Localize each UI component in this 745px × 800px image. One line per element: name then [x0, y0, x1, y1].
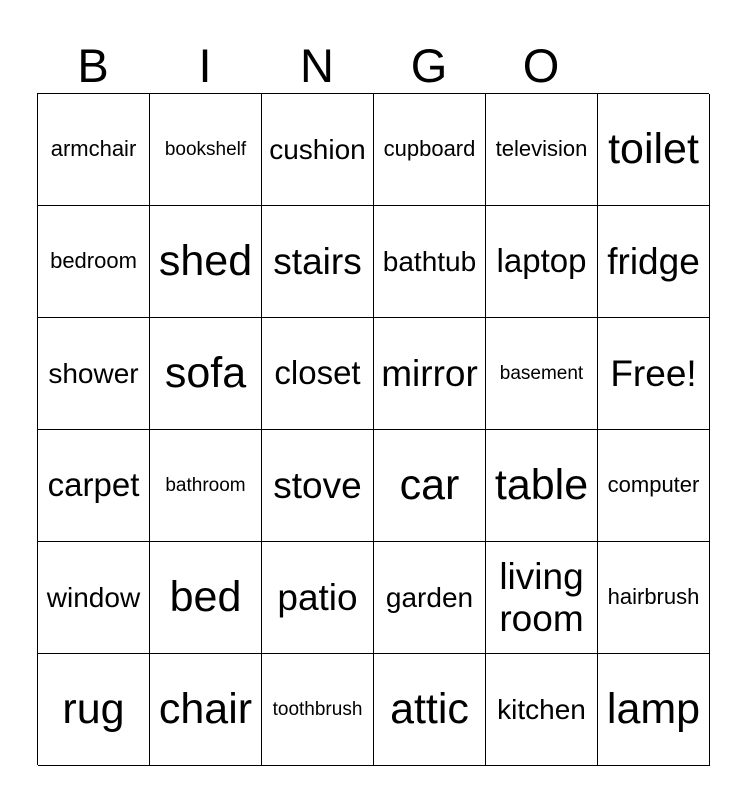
bingo-cell[interactable]: [486, 654, 598, 766]
bingo-cell[interactable]: [374, 430, 486, 542]
cell-text: toilet: [608, 125, 699, 174]
cell-text: computer: [607, 472, 700, 498]
cell-text: fridge: [607, 240, 700, 282]
bingo-cell[interactable]: [374, 318, 486, 430]
cell-text: kitchen: [497, 693, 586, 725]
bingo-cell[interactable]: [374, 94, 486, 206]
bingo-cell[interactable]: [486, 94, 598, 206]
bingo-card: [37, 93, 709, 765]
header-letter-b: B: [77, 39, 109, 92]
bingo-cell[interactable]: [486, 206, 598, 318]
cell-text: bathroom: [165, 474, 246, 496]
bingo-cell[interactable]: [262, 542, 374, 654]
cell-text: Free!: [610, 352, 697, 394]
header-letter-g: G: [410, 39, 448, 92]
cell-text: stairs: [273, 240, 362, 282]
cell-text: hairbrush: [607, 584, 700, 610]
bingo-cell[interactable]: [374, 542, 486, 654]
cell-text: bed: [169, 573, 242, 622]
bingo-cell[interactable]: [150, 206, 262, 318]
bingo-cell[interactable]: [150, 318, 262, 430]
cell-text: toothbrush: [272, 698, 363, 720]
cell-text: shower: [48, 357, 139, 389]
cell-text: shed: [158, 237, 253, 286]
bingo-cell[interactable]: [374, 654, 486, 766]
bingo-cell[interactable]: [374, 206, 486, 318]
bingo-cell[interactable]: [150, 94, 262, 206]
bingo-cell[interactable]: [38, 94, 150, 206]
header-letter-n: N: [300, 39, 334, 92]
bingo-header: [37, 38, 709, 93]
bingo-cell[interactable]: [262, 318, 374, 430]
cell-text: bedroom: [50, 248, 137, 274]
header-letter-o: O: [522, 39, 560, 92]
cell-text: armchair: [50, 136, 137, 162]
cell-text: bookshelf: [164, 138, 247, 160]
cell-text: closet: [274, 354, 361, 392]
bingo-cell[interactable]: [262, 94, 374, 206]
bingo-cell[interactable]: [598, 542, 710, 654]
bingo-cell[interactable]: [262, 654, 374, 766]
cell-text: carpet: [47, 466, 140, 504]
bingo-cell[interactable]: [262, 430, 374, 542]
bingo-cell[interactable]: [150, 654, 262, 766]
cell-text: car: [399, 461, 460, 510]
bingo-cell free-space[interactable]: [598, 318, 710, 430]
bingo-cell[interactable]: [598, 94, 710, 206]
bingo-cell[interactable]: [150, 430, 262, 542]
bingo-cell[interactable]: [38, 430, 150, 542]
cell-text: television: [495, 136, 588, 162]
cell-text: garden: [385, 581, 474, 613]
bingo-cell[interactable]: [38, 654, 150, 766]
cell-text: sofa: [164, 349, 247, 398]
cell-text: laptop: [496, 242, 587, 280]
cell-text: attic: [390, 685, 469, 734]
bingo-cell[interactable]: [486, 542, 598, 654]
bingo-cell[interactable]: [598, 206, 710, 318]
bingo-cell[interactable]: [598, 430, 710, 542]
cell-text: stove: [273, 464, 362, 506]
bingo-cell[interactable]: [486, 430, 598, 542]
header-letter-i: I: [198, 39, 212, 92]
bingo-cell[interactable]: [598, 654, 710, 766]
bingo-cell[interactable]: [150, 542, 262, 654]
cell-text: bathtub: [382, 245, 477, 277]
cell-text: cushion: [269, 133, 366, 165]
bingo-cell[interactable]: [38, 318, 150, 430]
cell-text: window: [46, 581, 141, 613]
cell-text: chair: [158, 685, 253, 734]
cell-text: living room: [499, 556, 584, 639]
cell-text: basement: [499, 362, 584, 384]
cell-text: cupboard: [383, 136, 476, 162]
cell-text: rug: [62, 685, 125, 734]
bingo-cell[interactable]: [38, 206, 150, 318]
bingo-cell[interactable]: [486, 318, 598, 430]
bingo-cell[interactable]: [38, 542, 150, 654]
cell-text: lamp: [606, 685, 701, 734]
bingo-cell[interactable]: [262, 206, 374, 318]
cell-text: mirror: [381, 352, 478, 394]
cell-text: patio: [277, 576, 358, 618]
cell-text: table: [494, 461, 589, 510]
